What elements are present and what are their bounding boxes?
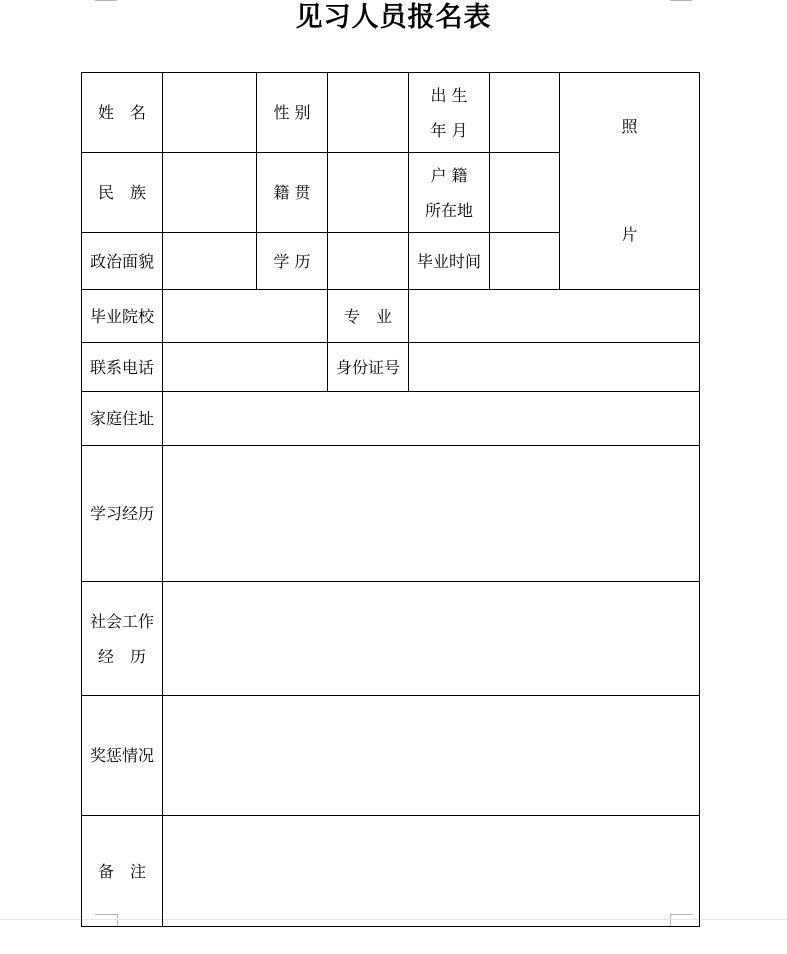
address-label: 家庭住址: [82, 392, 163, 446]
remarks-label: 备 注: [82, 816, 163, 927]
household-label-line1: 户 籍: [430, 165, 468, 185]
birth-date-label: [409, 73, 490, 153]
table-row: [82, 446, 700, 582]
registration-form-table: [81, 72, 700, 927]
table-row: [82, 582, 700, 696]
native-place-value-cell[interactable]: [328, 153, 409, 233]
table-row: [82, 343, 700, 392]
table-row: [82, 816, 700, 927]
school-value-cell[interactable]: [163, 290, 328, 343]
table-row: [82, 392, 700, 446]
political-status-value-cell[interactable]: [163, 233, 257, 290]
gender-label: 性 别: [257, 73, 328, 153]
awards-value-cell[interactable]: [163, 696, 700, 816]
name-value-cell[interactable]: [163, 73, 257, 153]
phone-label: 联系电话: [82, 343, 163, 392]
form-title: 见习人员报名表: [295, 2, 492, 33]
photo-label-line2: 片: [621, 225, 638, 244]
gender-value-cell[interactable]: [328, 73, 409, 153]
education-label: 学 历: [257, 233, 328, 290]
page-corner-mark-top-right: [670, 0, 692, 1]
household-registration-value-cell[interactable]: [490, 153, 560, 233]
study-experience-label: 学习经历: [82, 446, 163, 582]
household-label-line2: 所在地: [424, 200, 473, 220]
id-number-label: 身份证号: [328, 343, 409, 392]
study-experience-value-cell[interactable]: [163, 446, 700, 582]
work-experience-label-line1: 社会工作: [89, 611, 154, 631]
table-row: [82, 290, 700, 343]
political-status-label: 政治面貌: [82, 233, 163, 290]
major-label: 专 业: [328, 290, 409, 343]
photo-cell[interactable]: [560, 73, 700, 290]
table-row: [82, 73, 700, 153]
school-label: 毕业院校: [82, 290, 163, 343]
work-experience-label: [82, 582, 163, 696]
address-value-cell[interactable]: [163, 392, 700, 446]
table-row: [82, 696, 700, 816]
education-value-cell[interactable]: [328, 233, 409, 290]
ethnicity-label: 民 族: [82, 153, 163, 233]
birth-date-value-cell[interactable]: [490, 73, 560, 153]
work-experience-value-cell[interactable]: [163, 582, 700, 696]
work-experience-label-line2: 经 历: [97, 646, 146, 666]
birth-date-label-line2: 年 月: [430, 120, 468, 140]
graduation-time-label: 毕业时间: [409, 233, 490, 290]
native-place-label: 籍 贯: [257, 153, 328, 233]
name-label: 姓 名: [82, 73, 163, 153]
phone-value-cell[interactable]: [163, 343, 328, 392]
birth-date-label-line1: 出 生: [430, 85, 468, 105]
page-corner-mark-top-left: [95, 0, 117, 1]
major-value-cell[interactable]: [409, 290, 700, 343]
awards-label: 奖惩情况: [82, 696, 163, 816]
graduation-time-value-cell[interactable]: [490, 233, 560, 290]
id-number-value-cell[interactable]: [409, 343, 700, 392]
ethnicity-value-cell[interactable]: [163, 153, 257, 233]
household-registration-label: [409, 153, 490, 233]
photo-label-line1: 照: [621, 117, 638, 136]
remarks-value-cell[interactable]: [163, 816, 700, 927]
